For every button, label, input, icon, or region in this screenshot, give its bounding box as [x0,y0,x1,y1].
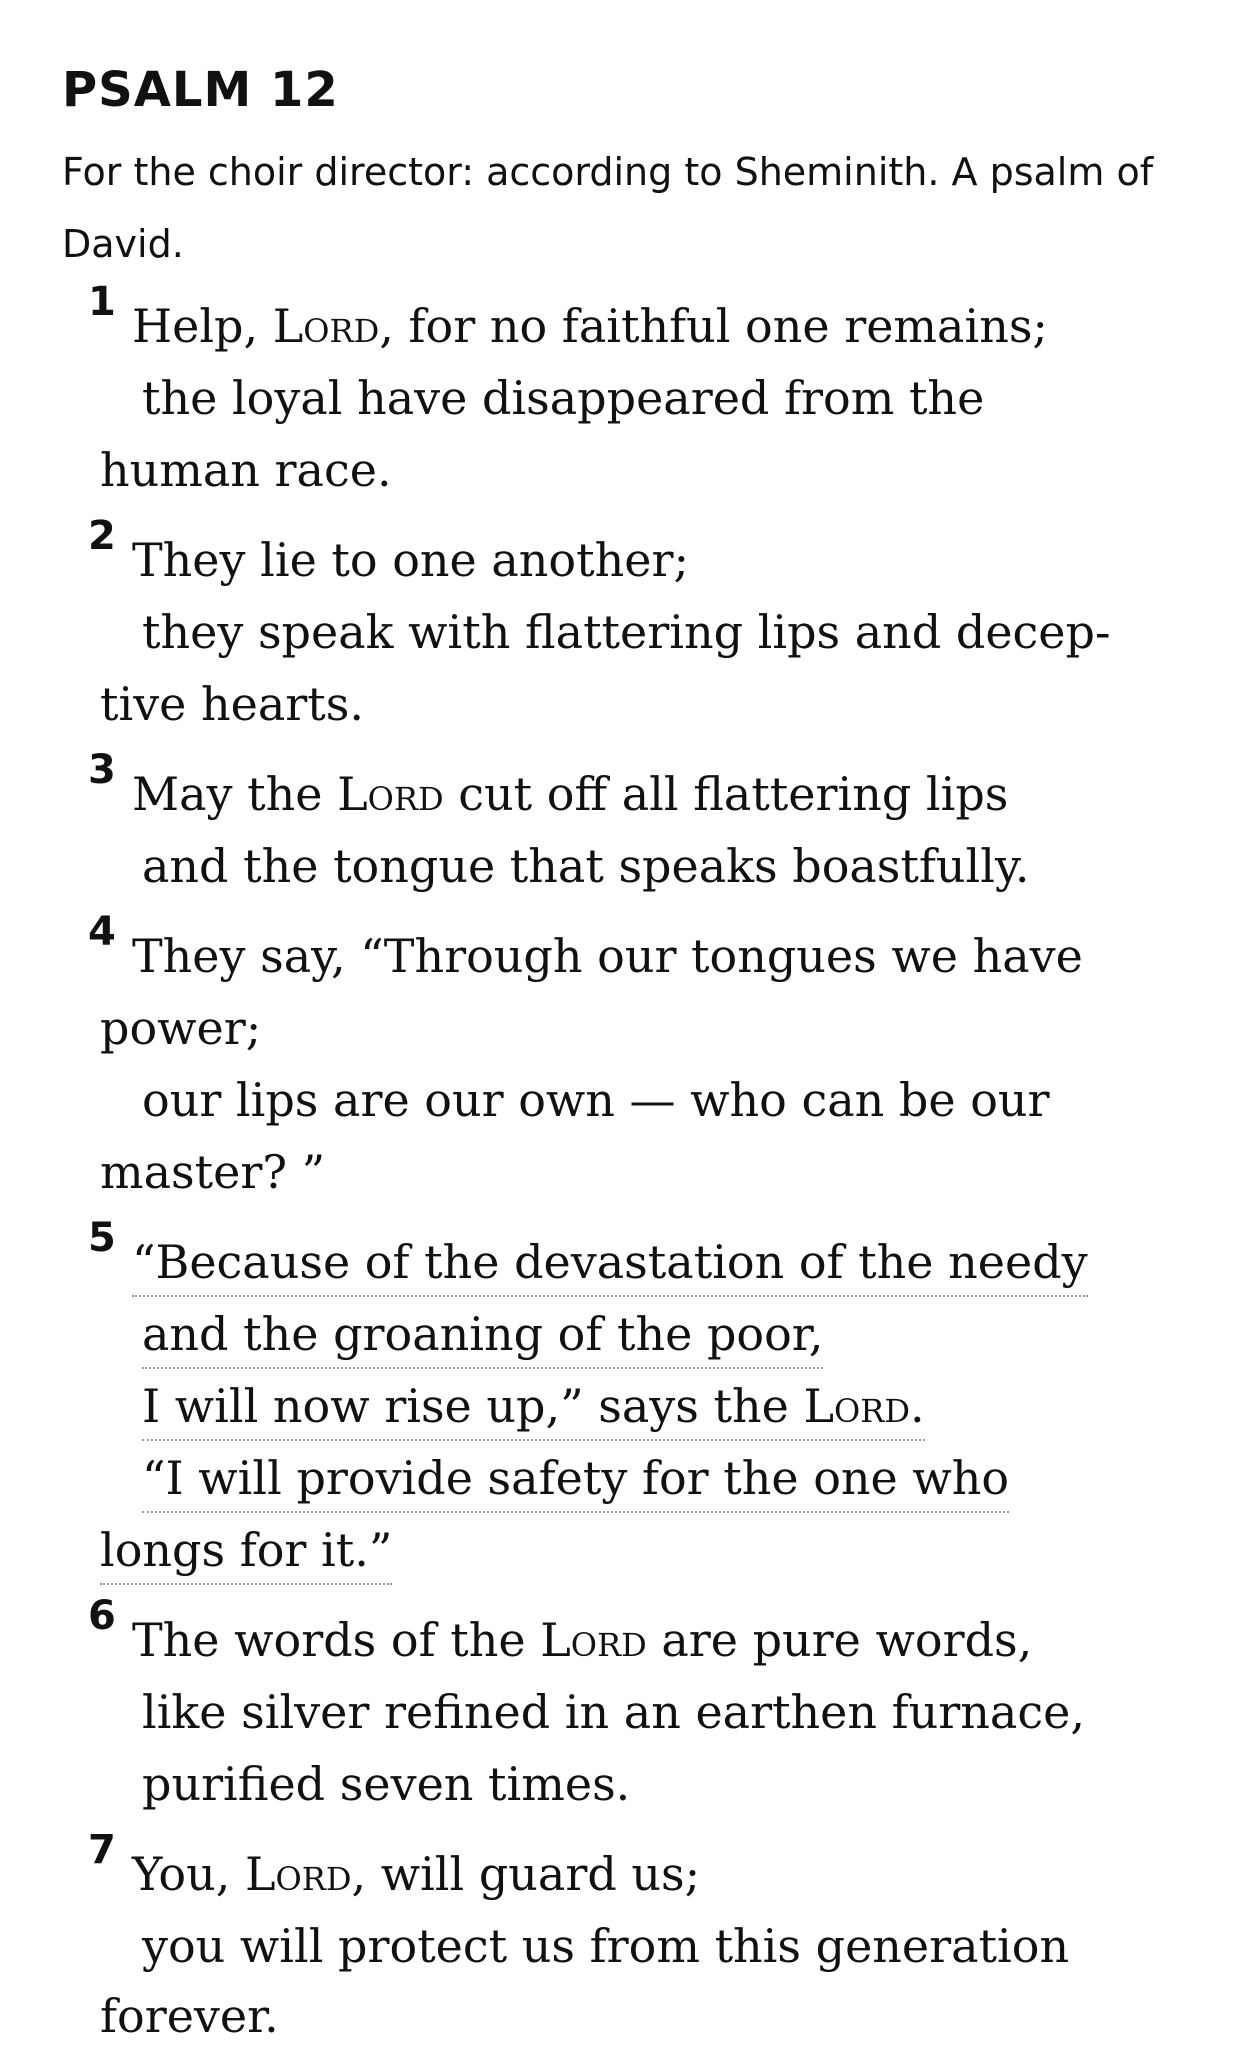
verse-number: 2 [88,513,116,559]
verse-number: 4 [88,909,116,955]
verse-line: purified seven times. [142,1757,631,1811]
verse-line: Help, Lord, for no faithful one remains; [132,299,1048,353]
verse-line[interactable] [142,1448,1009,1508]
verse-line[interactable] [142,1304,823,1364]
verse-number: 5 [88,1215,116,1261]
verse-line: They lie to one another; [132,533,689,587]
verse-line[interactable] [142,1376,925,1436]
verse-number: 3 [88,747,116,793]
verse-line: human race. [100,443,392,497]
highlighted-text[interactable]: longs for it.” [100,1523,392,1585]
verse-line: You, Lord, will guard us; [132,1847,701,1901]
verse-line: you will protect us from this generation [142,1919,1070,1973]
verse-line: they speak with flattering lips and decep- [142,605,1111,659]
verse-line[interactable] [132,1232,1088,1292]
verse-number: 1 [88,279,116,325]
highlighted-text[interactable]: I will now rise up,” says the Lord. [142,1379,925,1441]
verse-number: 6 [88,1593,116,1639]
highlighted-text[interactable]: “Because of the devastation of the needy [132,1235,1088,1297]
verse-line[interactable] [100,1520,392,1580]
verse-line: like silver refined in an earthen furnace, [142,1685,1085,1739]
verse-line: our lips are our own — who can be our [142,1073,1050,1127]
psalm-superscription: For the choir director: according to Sheminith. A psalm of David. [62,150,1154,266]
verse-line: the loyal have disappeared from the [142,371,985,425]
verse-line: They say, “Through our tongues we have [132,929,1083,983]
verse-number: 7 [88,1827,116,1873]
highlighted-text[interactable]: and the groaning of the poor, [142,1307,823,1369]
verse-line: power; [100,1001,262,1055]
verse-line: May the Lord cut off all flattering lips [132,767,1009,821]
verse-line: The words of the Lord are pure words, [132,1613,1033,1667]
psalm-title: PSALM 12 [62,62,339,118]
verse-line: tive hearts. [100,677,365,731]
verse-line: and the tongue that speaks boastfully. [142,839,1030,893]
verse-line: forever. [100,1989,279,2043]
verse-line: master? ” [100,1145,326,1199]
highlighted-text[interactable]: “I will provide safety for the one who [142,1451,1009,1513]
